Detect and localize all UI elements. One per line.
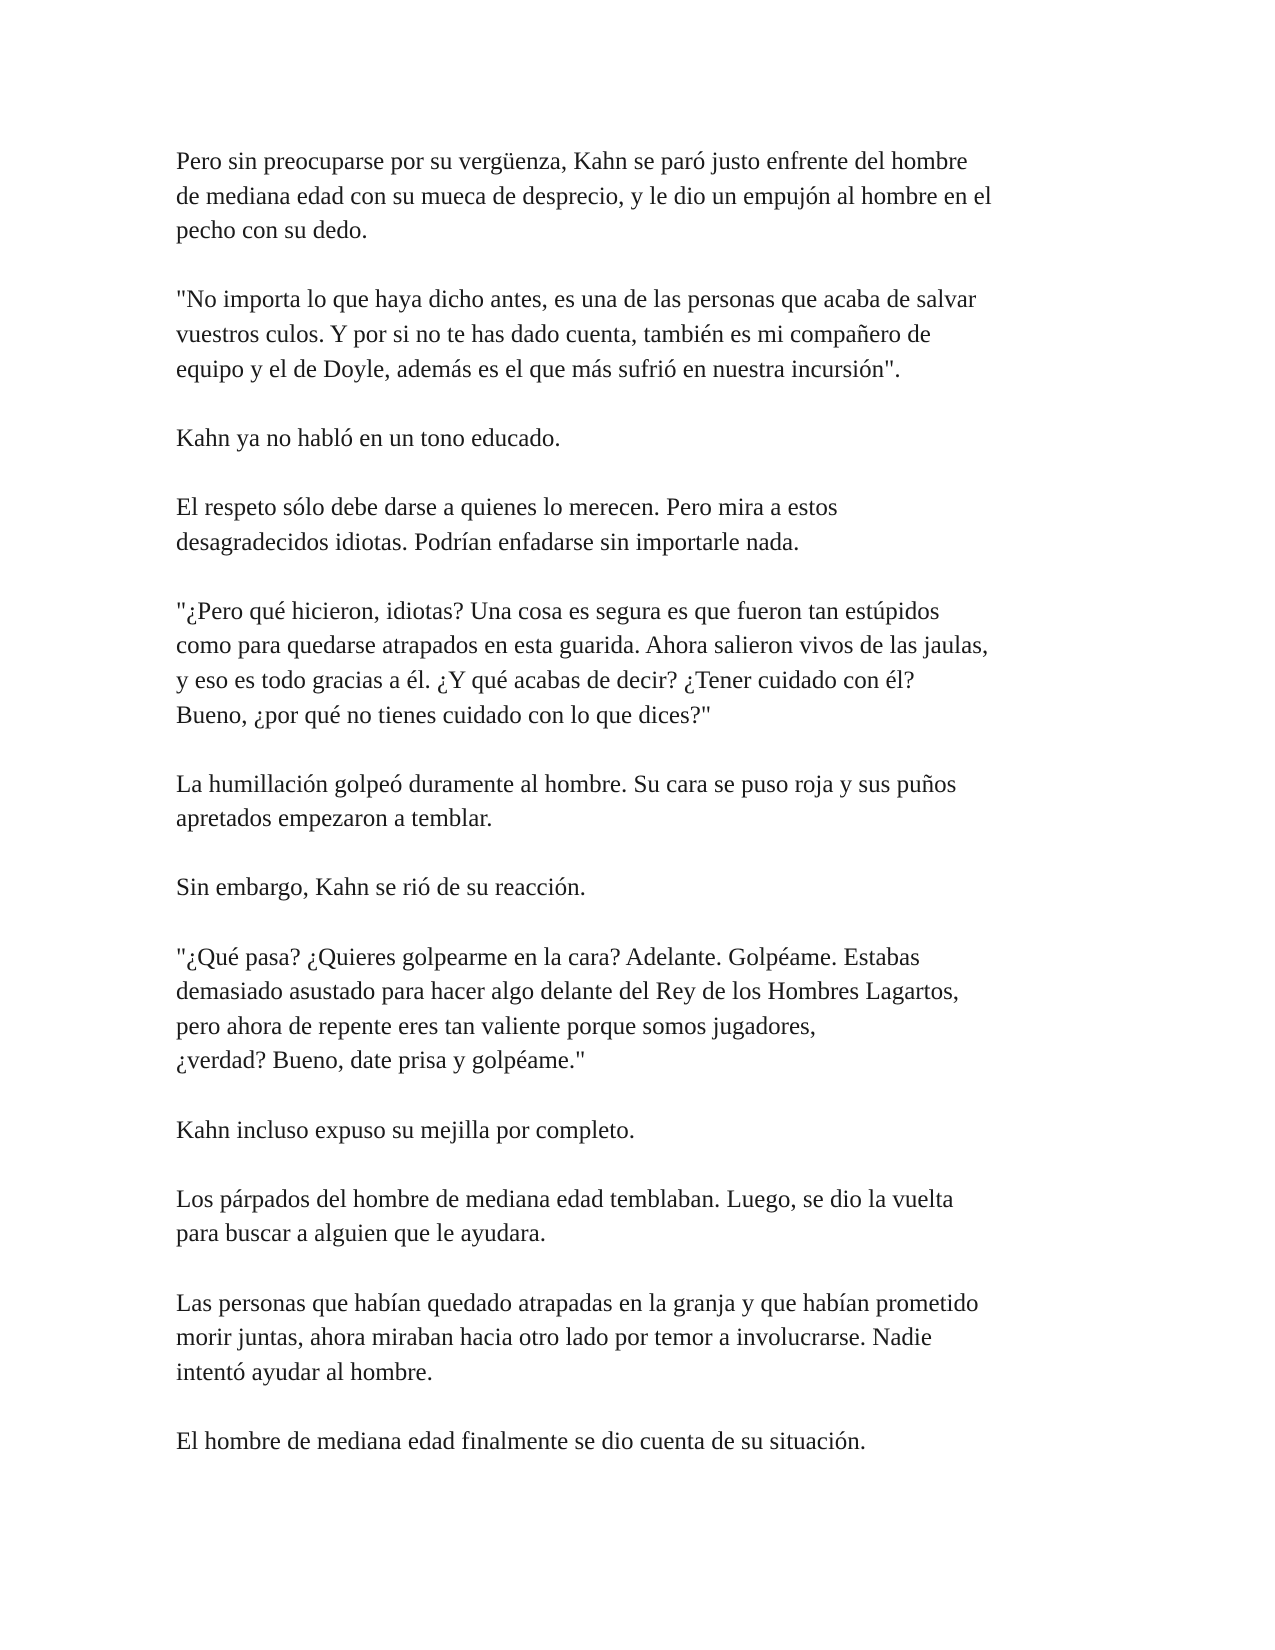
text-line: Los párpados del hombre de mediana edad temblaban. Luego, se dio la vuelta <box>176 1185 954 1213</box>
text-line: El respeto sólo debe darse a quienes lo merecen. Pero mira a estos <box>176 493 838 521</box>
paragraph-10 <box>176 1183 1116 1252</box>
text-line: vuestros culos. Y por si no te has dado cuenta, también es mi compañero de <box>176 320 931 348</box>
text-line: La humillación golpeó duramente al hombre. Su cara se puso roja y sus puños <box>176 770 957 798</box>
text-line: morir juntas, ahora miraban hacia otro lado por temor a involucrarse. Nadie <box>176 1324 932 1352</box>
paragraph-4 <box>176 491 1116 560</box>
text-line: Las personas que habían quedado atrapadas en la granja y que habían prometido <box>176 1289 979 1317</box>
text-line: equipo y el de Doyle, además es el que más sufrió en nuestra incursión". <box>176 355 901 383</box>
text-line: apretados empezaron a temblar. <box>176 805 493 833</box>
text-line: como para quedarse atrapados en esta guarida. Ahora salieron vivos de las jaulas, <box>176 632 989 660</box>
text-line: Bueno, ¿por qué no tienes cuidado con lo que dices?" <box>176 701 712 729</box>
document-body <box>176 145 1116 1494</box>
paragraph-12 <box>176 1425 1116 1460</box>
text-line: y eso es todo gracias a él. ¿Y qué acabas de decir? ¿Tener cuidado con él? <box>176 666 915 694</box>
text-line: ¿verdad? Bueno, date prisa y golpéame." <box>176 1047 586 1075</box>
text-line: demasiado asustado para hacer algo delante del Rey de los Hombres Lagartos, <box>176 978 960 1006</box>
text-line: "No importa lo que haya dicho antes, es una de las personas que acaba de salvar <box>176 286 977 314</box>
text-line: pero ahora de repente eres tan valiente porque somos jugadores, <box>176 1012 817 1040</box>
text-line: "¿Qué pasa? ¿Quieres golpearme en la cara? Adelante. Golpéame. Estabas <box>176 943 920 971</box>
text-line: El hombre de mediana edad finalmente se dio cuenta de su situación. <box>176 1427 867 1455</box>
paragraph-1 <box>176 145 1116 249</box>
paragraph-8 <box>176 941 1116 1079</box>
text-line: pecho con su dedo. <box>176 217 368 245</box>
text-line: Kahn ya no habló en un tono educado. <box>176 424 561 452</box>
text-line: intentó ayudar al hombre. <box>176 1358 433 1386</box>
paragraph-5 <box>176 595 1116 733</box>
text-line: Pero sin preocuparse por su vergüenza, Kahn se paró justo enfrente del hombre <box>176 148 968 175</box>
text-line: de mediana edad con su mueca de desprecio, y le dio un empujón al hombre en el <box>176 182 992 210</box>
text-line: Kahn incluso expuso su mejilla por completo. <box>176 1116 635 1144</box>
text-line: para buscar a alguien que le ayudara. <box>176 1220 546 1248</box>
paragraph-3 <box>176 422 1116 457</box>
text-line: Sin embargo, Kahn se rió de su reacción. <box>176 874 586 902</box>
paragraph-6 <box>176 768 1116 837</box>
paragraph-2 <box>176 283 1116 387</box>
paragraph-11 <box>176 1287 1116 1391</box>
text-line: desagradecidos idiotas. Podrían enfadarse sin importarle nada. <box>176 528 800 556</box>
paragraph-9 <box>176 1114 1116 1149</box>
paragraph-7 <box>176 871 1116 906</box>
text-line: "¿Pero qué hicieron, idiotas? Una cosa es segura es que fueron tan estúpidos <box>176 597 940 625</box>
